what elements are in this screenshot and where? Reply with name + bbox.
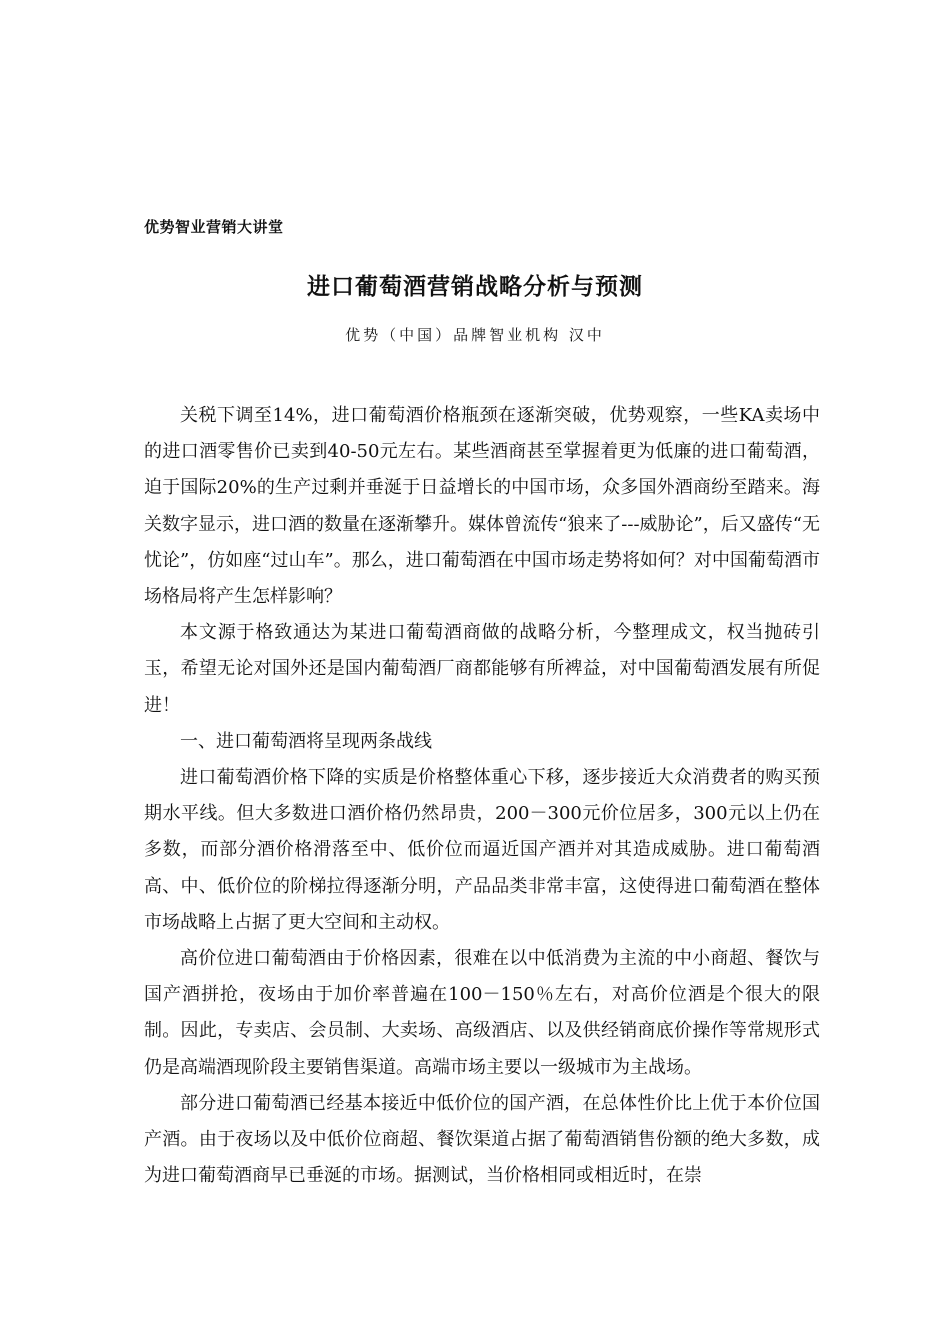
- article-body: [144, 398, 820, 1194]
- paragraph: 本文源于格致通达为某进口葡萄酒商做的战略分析，今整理成文，权当抛砖引玉，希望无论对国外还是国内葡萄酒厂商都能够有所裨益，对中国葡萄酒发展有所促进！: [144, 622, 820, 716]
- document-title: 进口葡萄酒营销战略分析与预测: [307, 274, 643, 300]
- paragraph: 高价位进口葡萄酒由于价格因素，很难在以中低消费为主流的中小商超、餐饮与国产酒拼抢，夜场由于加价率普遍在100－150％左右，对高价位酒是个很大的限制。因此，专卖店、会员制、大卖场、高级酒店、以及供经销商底价操作等常规形式仍是高端酒现阶段主要销售渠道。高端市场主要以一级城市为主战场。: [144, 948, 820, 1078]
- paragraph: 部分进口葡萄酒已经基本接近中低价位的国产酒，在总体性价比上优于本价位国产酒。由于夜场以及中低价位商超、餐饮渠道占据了葡萄酒销售份额的绝大多数，成为进口葡萄酒商早已垂涎的市场。据测试，当价格相同或相近时，在崇: [144, 1092, 820, 1187]
- author-byline: 优势（中国）品牌智业机构 汉中: [345, 326, 605, 344]
- paragraph: 进口葡萄酒价格下降的实质是价格整体重心下移，逐步接近大众消费者的购买预期水平线。但大多数进口酒价格仍然昂贵，200－300元价位居多，300元以上仍在多数，而部分酒价格滑落至中、低价位而逼近国产酒并对其造成威胁。进口葡萄酒高、中、低价位的阶梯拉得逐渐分明，产品品类非常丰富，这使得进口葡萄酒在整体市场战略上占据了更大空间和主动权。: [144, 767, 820, 933]
- section-heading: 一、进口葡萄酒将呈现两条战线: [180, 730, 432, 752]
- header-label: 优势智业营销大讲堂: [144, 218, 284, 236]
- paragraph: 关税下调至14%，进口葡萄酒价格瓶颈在逐渐突破，优势观察，一些KA卖场中的进口酒零售价已卖到40-50元左右。某些酒商甚至掌握着更为低廉的进口葡萄酒，迫于国际20%的生产过剩并垂涎于日益增长的中国市场，众多国外酒商纷至踏来。海关数字显示，进口酒的数量在逐渐攀升。媒体曾流传“狼来了---威胁论”，后又盛传“无忧论”，仿如座“过山车”。那么，进口葡萄酒在中国市场走势将如何？对中国葡萄酒市场格局将产生怎样影响？: [144, 405, 820, 608]
